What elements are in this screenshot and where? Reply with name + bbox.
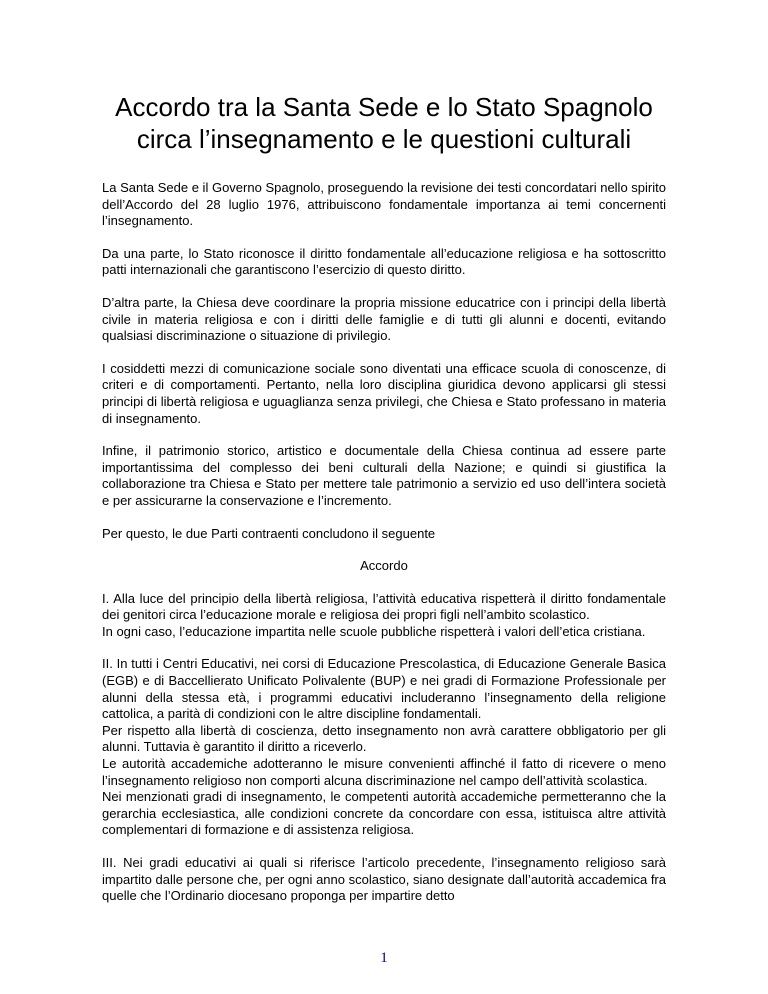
preamble-paragraph-6: Per questo, le due Parti contraenti concludono il seguente — [102, 525, 436, 541]
preamble-paragraph-3: D’altra parte, la Chiesa deve coordinare la propria missione educatrice con i principi della libertà civile in materia religiosa e con i diritti delle famiglie e di tutti gli alunni e docenti, evitando qualsiasi discriminazione o situazione di privilegio. — [102, 294, 666, 344]
article-3-paragraph-1: III. Nei gradi educativi ai quali si riferisce l’articolo precedente, l’insegnamento religioso sarà impartito dalle persone che, per ogni anno scolastico, siano designate dall’autorità accademica fra quelle che l’Ordinario diocesano proponga per impartire detto — [102, 855, 666, 904]
preamble-paragraph-1: La Santa Sede e il Governo Spagnolo, proseguendo la revisione dei testi concordatari nello spirito dell’Accordo del 28 luglio 1976, attribuiscono fondamentale importanza ai temi concernenti l’insegnamento. — [102, 180, 666, 229]
article-2-paragraph-2: Per rispetto alla libertà di coscienza, detto insegnamento non avrà carattere obbligatorio per gli alunni. Tuttavia è garantito il diritto a riceverlo. — [102, 722, 666, 755]
article-1 — [102, 591, 666, 641]
article-2-paragraph-1: II. In tutti i Centri Educativi, nei corsi di Educazione Prescolastica, di Educazione Generale Basica (EGB) e di Baccellierato Unificato Polivalente (BUP) e nei gradi di Formazione Professionale per alunni della stessa età, i programmi educativi includeranno l’insegnamento della religione cattolica, a parità di condizioni con le altre discipline fondamentali. — [102, 656, 666, 722]
page-number: 1 — [380, 950, 388, 966]
title-line-1: Accordo tra la Santa Sede e lo Stato Spagnolo — [115, 92, 653, 122]
article-1-paragraph-2: In ogni caso, l’educazione impartita nelle scuole pubbliche rispetterà i valori dell’etica cristiana. — [102, 623, 646, 639]
section-heading: Accordo — [360, 558, 408, 574]
article-2 — [102, 656, 666, 839]
preamble-paragraph-5: Infine, il patrimonio storico, artistico e documentale della Chiesa continua ad essere parte importantissima del complesso dei beni culturali della Nazione; e quindi si giustifica la collaborazione tra Chiesa e Stato per mettere tale patrimonio a servizio ed uso dell’intera società e per assicurarne la conservazione e l’incremento. — [102, 443, 666, 508]
title-line-2: circa l’insegnamento e le questioni culturali — [136, 124, 632, 154]
document-body — [102, 180, 666, 921]
preamble-paragraph-2: Da una parte, lo Stato riconosce il diritto fondamentale all’educazione religiosa e ha sottoscritto patti internazionali che garantiscono l’esercizio di questo diritto. — [102, 245, 666, 278]
article-2-paragraph-3: Le autorità accademiche adotteranno le misure convenienti affinché il fatto di ricevere o meno l’insegnamento religioso non comporti alcuna discriminazione nel campo dell’attività scolastica. — [102, 756, 666, 788]
document-title — [60, 91, 708, 155]
article-2-paragraph-4: Nei menzionati gradi di insegnamento, le competenti autorità accademiche permetteranno che la gerarchia ecclesiastica, alle condizioni concrete da concordare con essa, istituisca altre attività complementari di formazione e di assistenza religiosa. — [102, 789, 666, 838]
article-3 — [102, 855, 666, 905]
preamble-paragraph-4: I cosiddetti mezzi di comunicazione sociale sono diventati una efficace scuola di conoscenze, di criteri e di comportamenti. Pertanto, nella loro disciplina giuridica devono applicarsi gli stessi principi di libertà religiosa e uguaglianza senza privilegi, che Chiesa e Stato professano in materia di insegnamento. — [102, 360, 666, 426]
article-1-paragraph-1: I. Alla luce del principio della libertà religiosa, l’attività educativa rispetterà il diritto fondamentale dei genitori circa l’educazione morale e religiosa dei propri figli nell’ambito scolastico. — [102, 590, 666, 623]
